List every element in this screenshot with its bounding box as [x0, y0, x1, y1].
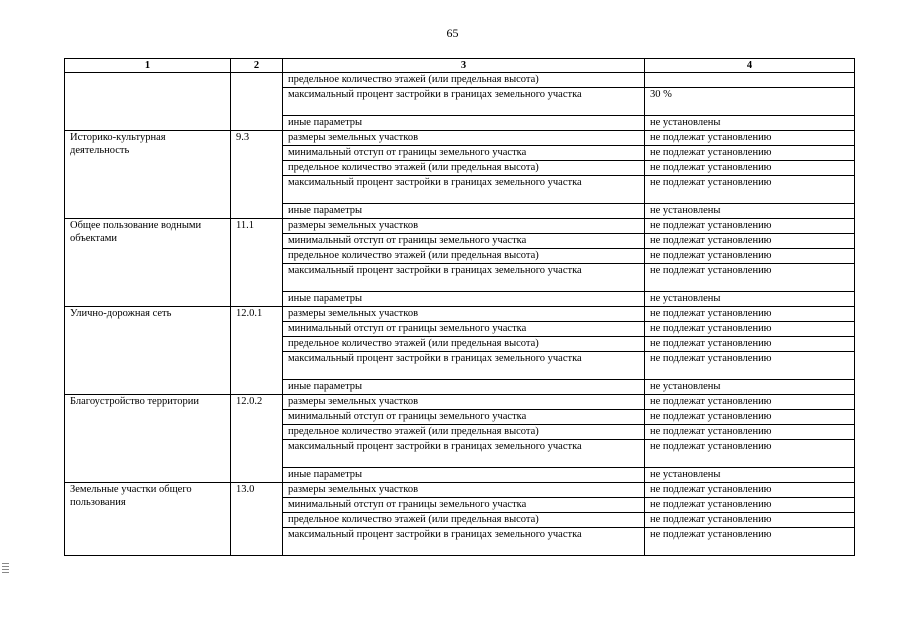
value-cell: не установлены: [645, 116, 855, 131]
margin-marks: [2, 563, 9, 575]
parameter-cell: максимальный процент застройки в границах земельного участка: [283, 88, 645, 116]
parameter-cell: размеры земельных участков: [283, 483, 645, 498]
parameter-cell: минимальный отступ от границы земельного участка: [283, 322, 645, 337]
value-cell: не подлежат установлению: [645, 528, 855, 556]
header-col-1: 1: [65, 59, 231, 73]
parameter-cell: минимальный отступ от границы земельного участка: [283, 410, 645, 425]
parameter-cell: максимальный процент застройки в границах земельного участка: [283, 352, 645, 380]
value-cell: не подлежат установлению: [645, 307, 855, 322]
value-cell: не установлены: [645, 204, 855, 219]
value-cell: не подлежат установлению: [645, 410, 855, 425]
parameter-cell: иные параметры: [283, 204, 645, 219]
header-row: [65, 59, 855, 73]
value-cell: не подлежат установлению: [645, 219, 855, 234]
activity-code-cell: 9.3: [231, 131, 283, 219]
table-row: [65, 73, 855, 88]
activity-name-cell: Земельные участки общего пользования: [65, 483, 231, 556]
activity-code-cell: [231, 73, 283, 131]
page-number: 65: [446, 26, 459, 40]
parameter-cell: максимальный процент застройки в границах земельного участка: [283, 528, 645, 556]
parameter-cell: максимальный процент застройки в границах земельного участка: [283, 264, 645, 292]
value-cell: не подлежат установлению: [645, 425, 855, 440]
parameter-cell: минимальный отступ от границы земельного участка: [283, 234, 645, 249]
value-cell: не подлежат установлению: [645, 483, 855, 498]
value-cell: не установлены: [645, 468, 855, 483]
activity-name-cell: Общее пользование водными объектами: [65, 219, 231, 307]
value-cell: не подлежат установлению: [645, 337, 855, 352]
header-col-4: 4: [645, 59, 855, 73]
header-col-3: 3: [283, 59, 645, 73]
parameter-cell: размеры земельных участков: [283, 131, 645, 146]
activity-name-cell: Историко-культурная деятельность: [65, 131, 231, 219]
activity-code-cell: 12.0.1: [231, 307, 283, 395]
parameter-cell: предельное количество этажей (или предельная высота): [283, 513, 645, 528]
value-cell: 30 %: [645, 88, 855, 116]
value-cell: не подлежат установлению: [645, 498, 855, 513]
parameter-cell: иные параметры: [283, 292, 645, 307]
value-cell: не подлежат установлению: [645, 176, 855, 204]
parameter-cell: иные параметры: [283, 468, 645, 483]
parameter-cell: предельное количество этажей (или предельная высота): [283, 161, 645, 176]
value-cell: не подлежат установлению: [645, 146, 855, 161]
parameter-cell: минимальный отступ от границы земельного участка: [283, 498, 645, 513]
value-cell: не подлежат установлению: [645, 440, 855, 468]
parameter-cell: предельное количество этажей (или предельная высота): [283, 73, 645, 88]
value-cell: не подлежат установлению: [645, 234, 855, 249]
parameter-cell: максимальный процент застройки в границах земельного участка: [283, 176, 645, 204]
parameter-cell: предельное количество этажей (или предельная высота): [283, 425, 645, 440]
header-col-2: 2: [231, 59, 283, 73]
parameter-cell: предельное количество этажей (или предельная высота): [283, 337, 645, 352]
value-cell: не подлежат установлению: [645, 131, 855, 146]
parameter-cell: иные параметры: [283, 380, 645, 395]
land-use-parameters-table: [64, 58, 855, 556]
parameter-cell: предельное количество этажей (или предельная высота): [283, 249, 645, 264]
table-row: [65, 307, 855, 322]
activity-code-cell: 12.0.2: [231, 395, 283, 483]
activity-name-cell: Улично-дорожная сеть: [65, 307, 231, 395]
activity-code-cell: 11.1: [231, 219, 283, 307]
value-cell: не подлежат установлению: [645, 352, 855, 380]
table-row: [65, 219, 855, 234]
value-cell: не подлежат установлению: [645, 161, 855, 176]
value-cell: [645, 73, 855, 88]
value-cell: не подлежат установлению: [645, 264, 855, 292]
parameter-cell: максимальный процент застройки в границах земельного участка: [283, 440, 645, 468]
parameter-cell: иные параметры: [283, 116, 645, 131]
value-cell: не подлежат установлению: [645, 322, 855, 337]
table-row: [65, 131, 855, 146]
value-cell: не подлежат установлению: [645, 395, 855, 410]
parameter-cell: размеры земельных участков: [283, 307, 645, 322]
table-row: [65, 395, 855, 410]
value-cell: не установлены: [645, 380, 855, 395]
table-row: [65, 483, 855, 498]
activity-code-cell: 13.0: [231, 483, 283, 556]
parameter-cell: размеры земельных участков: [283, 395, 645, 410]
value-cell: не установлены: [645, 292, 855, 307]
parameter-cell: размеры земельных участков: [283, 219, 645, 234]
activity-name-cell: [65, 73, 231, 131]
value-cell: не подлежат установлению: [645, 513, 855, 528]
table-body: [65, 73, 855, 556]
value-cell: не подлежат установлению: [645, 249, 855, 264]
parameter-cell: минимальный отступ от границы земельного участка: [283, 146, 645, 161]
activity-name-cell: Благоустройство территории: [65, 395, 231, 483]
